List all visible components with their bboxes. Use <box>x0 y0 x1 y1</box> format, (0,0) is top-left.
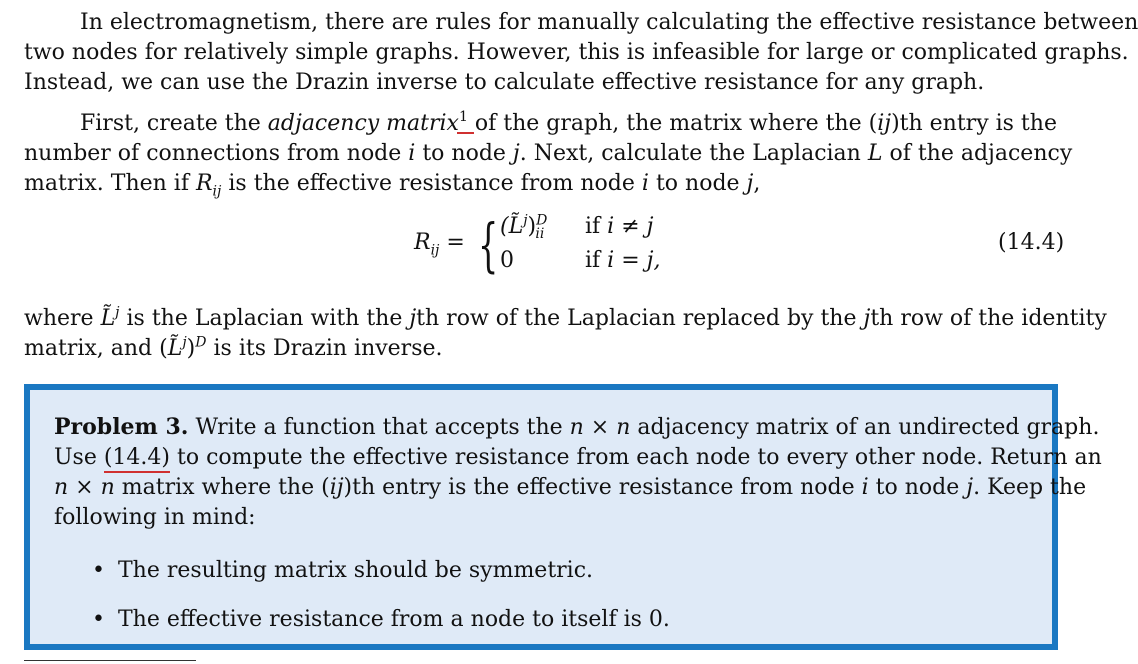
text-line: Problem 3. Write a function that accepts the n × n adjacency matrix of an undirected graph. <box>54 414 1100 440</box>
equation-ref-link[interactable]: (14.4) <box>103 445 170 470</box>
footnote-ref-link[interactable]: 1 <box>458 109 468 125</box>
text-line: number of connections from node i to node j. Next, calculate the Laplacian L of the adjacency <box>24 141 1073 166</box>
text-line: Use (14.4) to compute the effective resistance from each node to every other node. Return an <box>54 445 1102 470</box>
equation-lhs: $R_{ij}$ = <box>414 230 465 259</box>
footnote-rule <box>24 660 196 661</box>
problem-label: Problem 3. <box>54 414 189 440</box>
case2-expression: 0 <box>500 248 514 273</box>
laplacian-paragraph <box>24 304 1107 364</box>
equation-14-4 <box>0 208 1074 288</box>
problem-statement <box>54 412 1102 533</box>
text-line: Instead, we can use the Drazin inverse to calculate effective resistance for any graph. <box>24 70 985 95</box>
text-line: In electromagnetism, there are rules for manually calculating the effective resistance between <box>80 10 1138 35</box>
text-line: where L̃$^j$ is the Laplacian with the jth row of the Laplacian replaced by the jth row of the identity <box>24 304 1107 331</box>
cases-brace: { <box>478 211 499 279</box>
bullet-list <box>92 556 670 654</box>
intro-paragraph <box>24 8 1138 98</box>
text-line: following in mind: <box>54 505 256 530</box>
adjacency-paragraph <box>24 102 1073 200</box>
text-line: matrix, and (L̃$^j$)$^D$ is its Drazin inverse. <box>24 334 443 361</box>
case1-condition: if i ≠ j <box>585 214 654 239</box>
list-item: • The resulting matrix should be symmetric. <box>92 556 670 586</box>
problem-box <box>24 384 1102 650</box>
case1-expression: (L̃$^j$)$^D_{ii}$ <box>500 212 548 243</box>
text-line: matrix. Then if $R_{ij}$ is the effective resistance from node i to node j, <box>24 171 761 200</box>
term-adjacency-matrix: adjacency matrix <box>267 111 459 136</box>
equation-number: (14.4) <box>998 230 1065 255</box>
list-item: • The effective resistance from a node to itself is 0. <box>92 605 670 635</box>
text-line: First, create the adjacency matrix$^1$ of the graph, the matrix where the (ij)th entry is the <box>80 109 1057 136</box>
bullet-icon: • <box>92 558 105 583</box>
bullet-icon: • <box>92 607 105 632</box>
text-line: two nodes for relatively simple graphs. However, this is infeasible for large or complicated graphs. <box>24 40 1129 65</box>
text-line: n × n matrix where the (ij)th entry is the effective resistance from node i to node j. Keep the <box>54 475 1087 500</box>
case2-condition: if i = j, <box>585 248 661 273</box>
